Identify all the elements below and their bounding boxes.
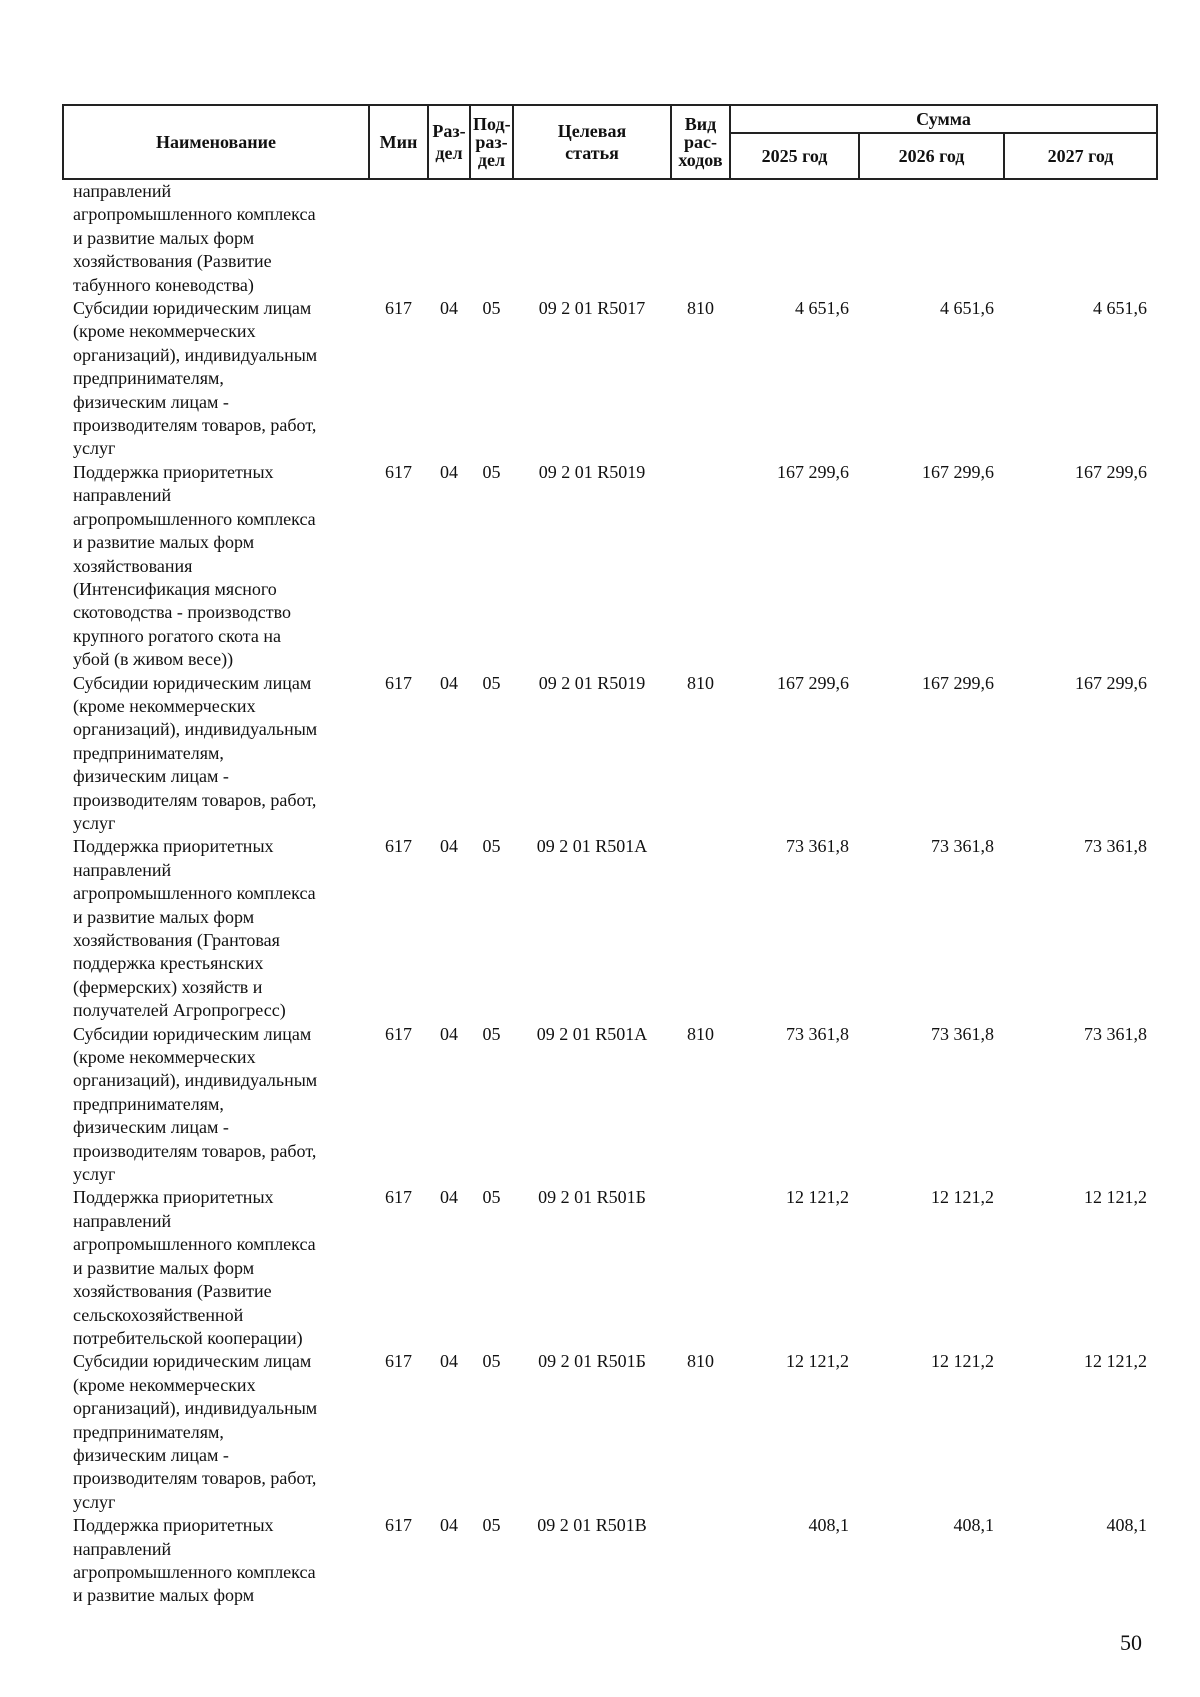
- cell-2026: 4 651,6: [940, 298, 994, 319]
- cell-name: Субсидии юридическим лицам (кроме некоммерческих организаций), индивидуальным предпринимателям, физическим лицам - производителям товаров, работ, услуг: [73, 672, 318, 833]
- cell-podrazdel: 05: [482, 1187, 501, 1208]
- cell-2025: 12 121,2: [786, 1351, 849, 1372]
- page-number: 50: [1120, 1630, 1142, 1655]
- table-row: [63, 179, 1157, 297]
- header-summa: Сумма: [730, 105, 1157, 133]
- cell-min: 617: [385, 461, 412, 482]
- cell-podrazdel: 05: [482, 1023, 501, 1044]
- cell-podrazdel: 05: [482, 461, 501, 482]
- cell-vid: [671, 461, 730, 672]
- cell-vid: 810: [687, 298, 714, 319]
- cell-2025: 167 299,6: [777, 461, 849, 482]
- cell-2025: [730, 179, 859, 297]
- table-row: [63, 1023, 1157, 1187]
- cell-2026: 73 361,8: [931, 836, 994, 857]
- cell-razdel: 04: [440, 1515, 458, 1536]
- table-row: [63, 297, 1157, 461]
- cell-target: 09 2 01 R501В: [537, 1515, 647, 1536]
- cell-razdel: 04: [440, 672, 458, 693]
- cell-2027: 12 121,2: [1084, 1351, 1148, 1372]
- cell-2027: [1004, 179, 1157, 297]
- cell-name: Поддержка приоритетных направлений агропромышленного комплекса и развитие малых форм хозяйствования (Развитие сельскохозяйственной потребительской кооперации): [73, 1187, 316, 1348]
- cell-target: 09 2 01 R501Б: [538, 1351, 646, 1372]
- cell-razdel: 04: [440, 298, 458, 319]
- cell-podrazdel: 05: [482, 1515, 501, 1536]
- cell-2026: 167 299,6: [922, 672, 994, 693]
- cell-2026: 408,1: [953, 1515, 994, 1536]
- cell-2026: 12 121,2: [931, 1187, 994, 1208]
- table-row: [63, 1350, 1157, 1514]
- header-razdel: Раз- дел: [428, 105, 470, 179]
- cell-min: 617: [385, 672, 412, 693]
- cell-2027: 73 361,8: [1084, 836, 1148, 857]
- header-name: Наименование: [63, 105, 369, 179]
- cell-name: Субсидии юридическим лицам (кроме некоммерческих организаций), индивидуальным предпринимателям, физическим лицам - производителям товаров, работ, услуг: [73, 298, 318, 459]
- cell-podrazdel: 05: [482, 1351, 501, 1372]
- cell-2025: 73 361,8: [786, 1023, 849, 1044]
- cell-vid: 810: [687, 1351, 714, 1372]
- budget-table: [62, 104, 1158, 1608]
- header-podrazdel: Под- раз- дел: [470, 105, 513, 179]
- cell-min: [369, 179, 428, 297]
- cell-2026: 167 299,6: [922, 461, 994, 482]
- budget-table-sheet: [62, 104, 1156, 1608]
- cell-min: 617: [385, 1515, 412, 1536]
- cell-target: 09 2 01 R501А: [536, 1023, 648, 1044]
- cell-2025: 73 361,8: [786, 836, 849, 857]
- table-row: [63, 835, 1157, 1022]
- cell-name: Субсидии юридическим лицам (кроме некоммерческих организаций), индивидуальным предпринимателям, физическим лицам - производителям товаров, работ, услуг: [73, 1351, 318, 1512]
- cell-razdel: 04: [440, 1187, 458, 1208]
- cell-2027: 73 361,8: [1084, 1023, 1148, 1044]
- cell-name: направлений агропромышленного комплекса и развитие малых форм хозяйствования (Развитие табунного коневодства): [73, 181, 316, 295]
- cell-podrazdel: 05: [482, 672, 501, 693]
- cell-name: Поддержка приоритетных направлений агропромышленного комплекса и развитие малых форм хозяйствования (Грантовая поддержка крестьянских (фермерских) хозяйств и получателей Агропрогресс): [73, 836, 316, 1021]
- cell-vid: [671, 1514, 730, 1608]
- cell-2026: 12 121,2: [931, 1351, 994, 1372]
- table-row: [63, 672, 1157, 836]
- cell-min: 617: [385, 1023, 412, 1044]
- cell-2025: 167 299,6: [777, 672, 849, 693]
- cell-min: 617: [385, 1187, 412, 1208]
- cell-target: 09 2 01 R5017: [538, 298, 646, 319]
- cell-2027: 408,1: [1106, 1515, 1148, 1536]
- cell-name: Субсидии юридическим лицам (кроме некоммерческих организаций), индивидуальным предпринимателям, физическим лицам - производителям товаров, работ, услуг: [73, 1023, 318, 1185]
- cell-vid: [671, 835, 730, 1022]
- cell-2025: 12 121,2: [786, 1187, 849, 1208]
- cell-name: Поддержка приоритетных направлений агропромышленного комплекса и развитие малых форм: [73, 1515, 316, 1606]
- cell-target: 09 2 01 R501А: [536, 836, 648, 857]
- cell-razdel: 04: [440, 1351, 458, 1372]
- cell-vid: 810: [687, 1023, 714, 1044]
- cell-2025: 4 651,6: [795, 298, 849, 319]
- cell-2027: 12 121,2: [1084, 1187, 1148, 1208]
- cell-target: 09 2 01 R5019: [538, 672, 646, 693]
- header-vid: Вид рас- ходов: [671, 105, 730, 179]
- cell-2026: 73 361,8: [931, 1023, 994, 1044]
- cell-vid: [671, 179, 730, 297]
- cell-vid: 810: [687, 672, 714, 693]
- table-row: [63, 1514, 1157, 1608]
- cell-2025: 408,1: [808, 1515, 849, 1536]
- cell-2027: 4 651,6: [1093, 298, 1148, 319]
- cell-razdel: 04: [440, 836, 458, 857]
- table-row: [63, 461, 1157, 672]
- header-2026: 2026 год: [859, 133, 1004, 179]
- cell-2027: 167 299,6: [1075, 672, 1148, 693]
- header-2027: 2027 год: [1004, 133, 1157, 179]
- cell-target: [513, 179, 671, 297]
- table-body: [63, 179, 1157, 1608]
- cell-min: 617: [385, 298, 412, 319]
- cell-razdel: 04: [440, 461, 458, 482]
- cell-target: 09 2 01 R501Б: [538, 1187, 646, 1208]
- cell-vid: [671, 1186, 730, 1350]
- cell-target: 09 2 01 R5019: [538, 461, 646, 482]
- cell-podrazdel: [470, 179, 513, 297]
- cell-razdel: [428, 179, 470, 297]
- cell-podrazdel: 05: [482, 836, 501, 857]
- cell-podrazdel: 05: [482, 298, 501, 319]
- table-header: [63, 105, 1157, 179]
- header-min: Мин: [369, 105, 428, 179]
- cell-2027: 167 299,6: [1075, 461, 1148, 482]
- header-2025: 2025 год: [730, 133, 859, 179]
- cell-name: Поддержка приоритетных направлений агропромышленного комплекса и развитие малых форм хозяйствования (Интенсификация мясного скотоводства - производство крупного рогатого скота на убой (в живом весе)): [73, 461, 316, 670]
- cell-razdel: 04: [440, 1023, 458, 1044]
- cell-min: 617: [385, 836, 412, 857]
- cell-min: 617: [385, 1351, 412, 1372]
- cell-2026: [859, 179, 1004, 297]
- header-target: Целевая статья: [513, 105, 671, 179]
- table-row: [63, 1186, 1157, 1350]
